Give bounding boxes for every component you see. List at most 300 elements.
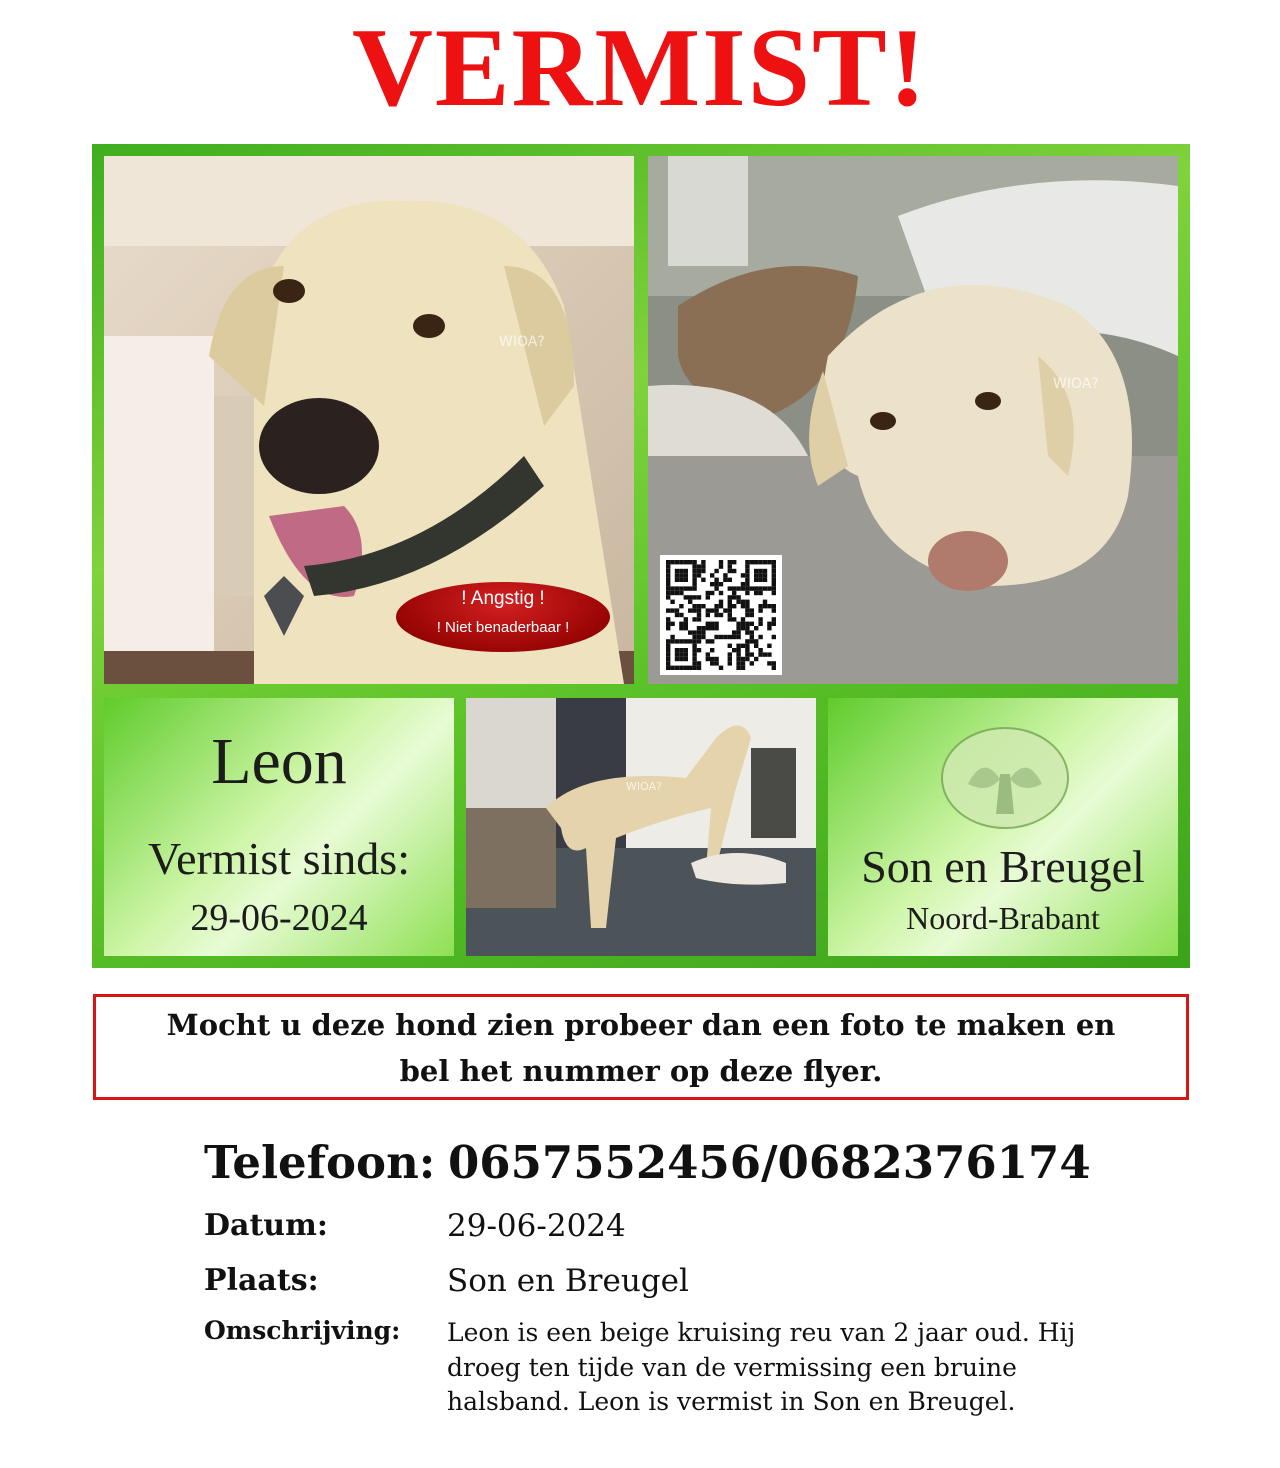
- qr-module: [732, 630, 736, 634]
- qr-module: [772, 573, 776, 577]
- qr-module: [692, 657, 696, 661]
- qr-module: [666, 626, 670, 630]
- qr-module: [666, 608, 670, 612]
- qr-module: [745, 639, 749, 643]
- qr-module: [728, 652, 732, 656]
- qr-module: [675, 613, 679, 617]
- qr-module: [710, 639, 714, 643]
- qr-module: [692, 560, 696, 564]
- qr-module: [741, 582, 745, 586]
- qr-module: [710, 591, 714, 595]
- qr-module: [697, 613, 701, 617]
- qr-module: [697, 564, 701, 568]
- dog-photo-standing: [466, 698, 816, 956]
- qr-module: [684, 666, 688, 670]
- flyer-title: VERMIST!: [351, 6, 929, 130]
- qr-module: [719, 604, 723, 608]
- qr-module: [754, 578, 758, 582]
- qr-module: [772, 582, 776, 586]
- qr-module: [697, 604, 701, 608]
- qr-module: [670, 666, 674, 670]
- qr-module: [745, 604, 749, 608]
- qr-module: [697, 639, 701, 643]
- qr-module: [736, 626, 740, 630]
- qr-module: [736, 635, 740, 639]
- qr-module: [750, 613, 754, 617]
- qr-module: [714, 626, 718, 630]
- qr-module: [754, 626, 758, 630]
- location-province: Noord-Brabant: [906, 900, 1100, 936]
- qr-module: [701, 635, 705, 639]
- qr-module: [679, 626, 683, 630]
- qr-module: [710, 657, 714, 661]
- qr-module: [706, 595, 710, 599]
- qr-module: [684, 560, 688, 564]
- qr-module: [666, 560, 670, 564]
- qr-module: [767, 644, 771, 648]
- qr-module: [736, 595, 740, 599]
- qr-module: [714, 622, 718, 626]
- qr-module: [745, 582, 749, 586]
- qr-module: [666, 582, 670, 586]
- qr-module: [692, 666, 696, 670]
- qr-module: [772, 604, 776, 608]
- qr-module: [732, 595, 736, 599]
- qr-module: [710, 626, 714, 630]
- qr-module: [675, 578, 679, 582]
- place-label: Plaats:: [204, 1263, 319, 1298]
- qr-module: [692, 595, 696, 599]
- qr-module: [741, 600, 745, 604]
- qr-module: [745, 591, 749, 595]
- qr-module: [767, 626, 771, 630]
- qr-module: [706, 608, 710, 612]
- qr-module: [684, 626, 688, 630]
- qr-module: [697, 635, 701, 639]
- phone-row: [204, 1136, 1091, 1189]
- qr-module: [670, 586, 674, 590]
- notice-line-1: Mocht u deze hond zien probeer dan een foto te maken en: [166, 1008, 1116, 1042]
- badge-line-1: ! Angstig !: [461, 588, 545, 609]
- qr-module: [728, 560, 732, 564]
- description-value: Leon is een beige kruising reu van 2 jaar oud. Hij droeg ten tijde van de vermissing een bruine halsband. Leon is vermist in Son en Breugel.: [447, 1318, 1076, 1416]
- qr-module: [745, 564, 749, 568]
- qr-module: [736, 666, 740, 670]
- qr-module: [728, 635, 732, 639]
- qr-module: [719, 635, 723, 639]
- qr-module: [666, 661, 670, 665]
- qr-module: [741, 604, 745, 608]
- qr-module: [692, 639, 696, 643]
- qr-module: [675, 573, 679, 577]
- qr-module: [745, 613, 749, 617]
- qr-module: [772, 586, 776, 590]
- qr-module: [684, 586, 688, 590]
- qr-module: [758, 591, 762, 595]
- qr-module: [736, 644, 740, 648]
- qr-module: [688, 600, 692, 604]
- qr-module: [745, 569, 749, 573]
- qr-module: [675, 569, 679, 573]
- qr-module: [719, 600, 723, 604]
- qr-module: [732, 604, 736, 608]
- qr-module: [763, 652, 767, 656]
- qr-module: [701, 626, 705, 630]
- qr-module: [688, 608, 692, 612]
- qr-module: [732, 591, 736, 595]
- qr-module: [758, 586, 762, 590]
- qr-module: [772, 622, 776, 626]
- qr-module: [767, 604, 771, 608]
- qr-module: [697, 630, 701, 634]
- qr-module: [732, 635, 736, 639]
- qr-module: [750, 652, 754, 656]
- notice-line-2: bel het nummer op deze flyer.: [399, 1054, 883, 1088]
- qr-module: [697, 608, 701, 612]
- qr-module: [758, 608, 762, 612]
- angel-logo: [938, 724, 1072, 832]
- qr-module: [745, 622, 749, 626]
- qr-module: [684, 573, 688, 577]
- qr-module: [767, 586, 771, 590]
- qr-module: [666, 666, 670, 670]
- qr-module: [758, 604, 762, 608]
- qr-module: [767, 661, 771, 665]
- qr-module: [758, 635, 762, 639]
- qr-module: [719, 560, 723, 564]
- qr-module: [706, 657, 710, 661]
- dog-name-card: [104, 698, 454, 956]
- qr-module: [701, 604, 705, 608]
- qr-module: [670, 591, 674, 595]
- qr-module: [670, 560, 674, 564]
- qr-module: [714, 608, 718, 612]
- qr-module: [754, 560, 758, 564]
- qr-module: [741, 622, 745, 626]
- qr-module: [719, 591, 723, 595]
- qr-module: [754, 591, 758, 595]
- qr-module: [714, 586, 718, 590]
- qr-module: [750, 639, 754, 643]
- qr-module: [741, 573, 745, 577]
- qr-module: [723, 608, 727, 612]
- qr-module: [666, 617, 670, 621]
- qr-module: [701, 630, 705, 634]
- qr-module: [684, 648, 688, 652]
- qr-module: [666, 586, 670, 590]
- qr-module: [692, 582, 696, 586]
- qr-module: [754, 644, 758, 648]
- qr-module: [697, 661, 701, 665]
- qr-module: [670, 635, 674, 639]
- qr-module: [736, 661, 740, 665]
- qr-module: [710, 608, 714, 612]
- qr-module: [736, 630, 740, 634]
- qr-module: [692, 573, 696, 577]
- qr-module: [684, 617, 688, 621]
- qr-module: [710, 582, 714, 586]
- qr-module: [697, 626, 701, 630]
- qr-module: [692, 586, 696, 590]
- qr-module: [675, 648, 679, 652]
- qr-module: [763, 573, 767, 577]
- qr-module: [675, 666, 679, 670]
- qr-module: [772, 569, 776, 573]
- qr-module: [666, 644, 670, 648]
- qr-module: [675, 657, 679, 661]
- qr-module: [772, 617, 776, 621]
- qr-module: [684, 622, 688, 626]
- qr-module: [714, 657, 718, 661]
- qr-module: [754, 657, 758, 661]
- warning-badge: [396, 582, 610, 652]
- qr-module: [692, 617, 696, 621]
- qr-module: [745, 657, 749, 661]
- qr-module: [679, 569, 683, 573]
- qr-module: [666, 639, 670, 643]
- qr-module: [688, 630, 692, 634]
- qr-module: [688, 666, 692, 670]
- qr-module: [679, 604, 683, 608]
- qr-module: [723, 573, 727, 577]
- qr-module: [728, 564, 732, 568]
- qr-module: [758, 622, 762, 626]
- qr-module: [758, 617, 762, 621]
- qr-module: [754, 569, 758, 573]
- qr-module: [666, 569, 670, 573]
- qr-module: [706, 591, 710, 595]
- qr-module: [706, 652, 710, 656]
- qr-module: [732, 560, 736, 564]
- qr-module: [736, 586, 740, 590]
- qr-module: [706, 639, 710, 643]
- qr-module: [679, 613, 683, 617]
- qr-module: [732, 617, 736, 621]
- qr-module: [772, 560, 776, 564]
- qr-module: [728, 617, 732, 621]
- qr-module: [688, 595, 692, 599]
- qr-module: [714, 582, 718, 586]
- qr-module: [732, 648, 736, 652]
- qr-module: [697, 617, 701, 621]
- qr-module: [767, 622, 771, 626]
- qr-module: [772, 608, 776, 612]
- qr-module: [772, 591, 776, 595]
- qr-module: [741, 644, 745, 648]
- qr-module: [723, 635, 727, 639]
- qr-module: [763, 578, 767, 582]
- qr-module: [710, 573, 714, 577]
- qr-module: [714, 604, 718, 608]
- qr-module: [666, 595, 670, 599]
- qr-module: [758, 560, 762, 564]
- qr-module: [714, 613, 718, 617]
- qr-module: [728, 569, 732, 573]
- qr-module: [763, 600, 767, 604]
- qr-module: [692, 652, 696, 656]
- phone-label: Telefoon:: [204, 1136, 436, 1189]
- qr-module: [723, 578, 727, 582]
- qr-module: [736, 622, 740, 626]
- qr-module: [675, 591, 679, 595]
- qr-module: [736, 652, 740, 656]
- qr-module: [666, 648, 670, 652]
- qr-module: [767, 652, 771, 656]
- qr-module: [684, 657, 688, 661]
- qr-module: [675, 608, 679, 612]
- qr-module: [745, 578, 749, 582]
- description-label: Omschrijving:: [204, 1316, 401, 1345]
- qr-module: [750, 560, 754, 564]
- qr-module: [666, 573, 670, 577]
- qr-module: [714, 578, 718, 582]
- qr-module: [728, 661, 732, 665]
- qr-module: [710, 622, 714, 626]
- qr-module: [728, 604, 732, 608]
- qr-module: [697, 573, 701, 577]
- qr-module: [750, 622, 754, 626]
- qr-module: [745, 600, 749, 604]
- qr-module: [666, 564, 670, 568]
- notice-box: [93, 994, 1189, 1100]
- qr-module: [750, 608, 754, 612]
- qr-module: [679, 560, 683, 564]
- qr-module: [728, 600, 732, 604]
- qr-module: [719, 564, 723, 568]
- qr-module: [750, 635, 754, 639]
- qr-module: [675, 560, 679, 564]
- qr-module: [745, 648, 749, 652]
- qr-module: [692, 644, 696, 648]
- qr-module: [767, 560, 771, 564]
- qr-module: [701, 578, 705, 582]
- qr-module: [666, 591, 670, 595]
- qr-module: [692, 630, 696, 634]
- qr-module: [679, 573, 683, 577]
- qr-module: [763, 560, 767, 564]
- qr-module: [745, 630, 749, 634]
- qr-module: [772, 564, 776, 568]
- qr-module: [745, 644, 749, 648]
- qr-module: [706, 626, 710, 630]
- qr-module: [736, 648, 740, 652]
- qr-module: [679, 622, 683, 626]
- qr-module: [710, 661, 714, 665]
- qr-module: [745, 573, 749, 577]
- qr-module: [670, 622, 674, 626]
- qr-module: [745, 626, 749, 630]
- qr-module: [728, 608, 732, 612]
- qr-module: [666, 622, 670, 626]
- qr-module: [710, 648, 714, 652]
- qr-module: [728, 657, 732, 661]
- qr-module: [772, 578, 776, 582]
- qr-module: [670, 608, 674, 612]
- qr-module: [688, 639, 692, 643]
- phone-number[interactable]: 0657552456/0682376174: [448, 1136, 1091, 1189]
- qr-module: [758, 648, 762, 652]
- qr-module: [697, 648, 701, 652]
- watermark-text: WIOA?: [499, 334, 545, 350]
- missing-since-date: 29-06-2024: [190, 897, 368, 939]
- qr-module: [692, 569, 696, 573]
- qr-module: [697, 595, 701, 599]
- qr-module: [772, 666, 776, 670]
- qr-module: [772, 661, 776, 665]
- location-city: Son en Breugel: [861, 841, 1145, 892]
- qr-module: [706, 613, 710, 617]
- qr-module: [728, 578, 732, 582]
- qr-module: [701, 569, 705, 573]
- qr-module: [684, 639, 688, 643]
- watermark-text: WIOA?: [1053, 376, 1099, 392]
- qr-module: [679, 639, 683, 643]
- qr-module: [754, 573, 758, 577]
- qr-module: [701, 564, 705, 568]
- qr-module: [666, 652, 670, 656]
- qr-module: [692, 661, 696, 665]
- qr-module: [692, 635, 696, 639]
- qr-module: [666, 578, 670, 582]
- qr-module: [679, 591, 683, 595]
- qr-module: [666, 657, 670, 661]
- place-value: Son en Breugel: [447, 1263, 689, 1299]
- badge-line-2: ! Niet benaderbaar !: [436, 619, 570, 636]
- watermark-text: WIOA?: [626, 780, 662, 793]
- qr-module: [692, 648, 696, 652]
- qr-module: [754, 586, 758, 590]
- qr-module: [688, 560, 692, 564]
- qr-code[interactable]: [660, 555, 782, 675]
- missing-since-label: Vermist sinds:: [148, 833, 410, 884]
- qr-module: [745, 560, 749, 564]
- qr-module: [741, 626, 745, 630]
- qr-module: [745, 652, 749, 656]
- qr-module: [728, 595, 732, 599]
- qr-module: [675, 652, 679, 656]
- qr-module: [736, 657, 740, 661]
- qr-module: [745, 608, 749, 612]
- qr-module: [763, 604, 767, 608]
- qr-module: [741, 666, 745, 670]
- qr-module: [719, 613, 723, 617]
- qr-module: [679, 648, 683, 652]
- qr-module: [684, 652, 688, 656]
- qr-module: [750, 586, 754, 590]
- qr-module: [697, 666, 701, 670]
- qr-module: [741, 617, 745, 621]
- qr-module: [692, 604, 696, 608]
- dog-name: Leon: [211, 725, 347, 798]
- location-card: [828, 698, 1178, 956]
- qr-module: [670, 639, 674, 643]
- qr-module: [763, 569, 767, 573]
- qr-module: [758, 578, 762, 582]
- qr-module: [692, 608, 696, 612]
- qr-module: [741, 661, 745, 665]
- qr-module: [697, 569, 701, 573]
- qr-module: [741, 657, 745, 661]
- qr-module: [736, 600, 740, 604]
- qr-module: [754, 639, 758, 643]
- qr-module: [714, 635, 718, 639]
- qr-module: [692, 564, 696, 568]
- qr-module: [745, 586, 749, 590]
- qr-module: [741, 586, 745, 590]
- date-value: 29-06-2024: [447, 1208, 626, 1244]
- qr-module: [763, 586, 767, 590]
- qr-module: [714, 661, 718, 665]
